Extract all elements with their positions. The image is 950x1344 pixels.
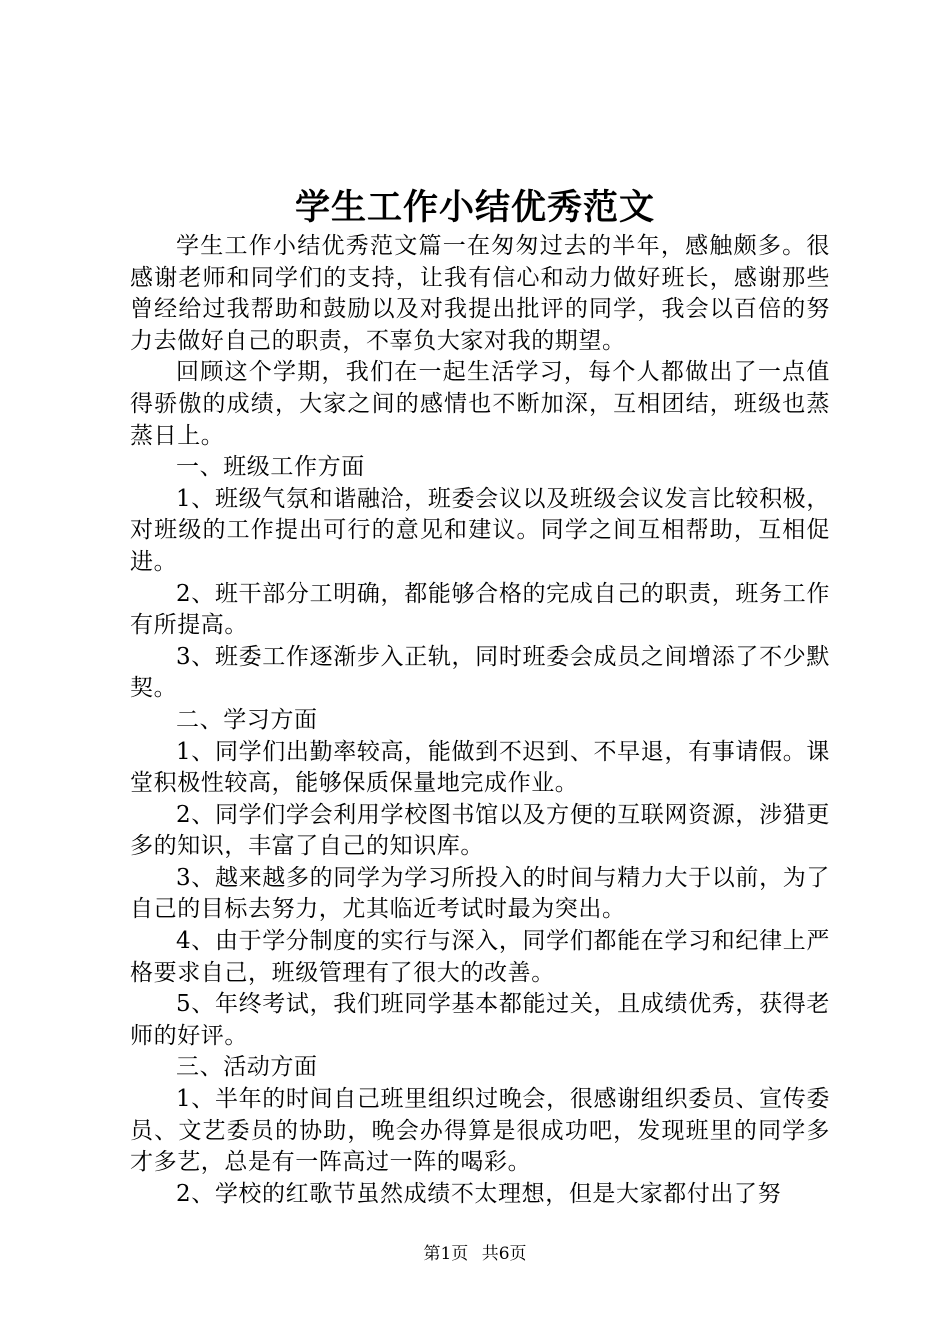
page-footer [0,1242,950,1266]
paragraph-11: 4、由于学分制度的实行与深入，同学们都能在学习和纪律上严格要求自己，班级管理有了很大的改善。 [130,928,830,986]
paragraph-9: 2、同学们学会利用学校图书馆以及方便的互联网资源，涉猎更多的知识，丰富了自己的知识库。 [130,801,830,860]
section-heading-study: 二、学习方面 [176,706,318,733]
paragraph-5: 2、班干部分工明确，都能够合格的完成自己的职责，班务工作有所提高。 [130,580,830,639]
section-heading-activities: 三、活动方面 [176,1054,318,1081]
document-body [130,231,830,1210]
paragraph-12: 5、年终考试，我们班同学基本都能过关，且成绩优秀，获得老师的好评。 [130,991,830,1049]
paragraph-1: 学生工作小结优秀范文篇一在匆匆过去的半年，感触颇多。很感谢老师和同学们的支持，让我有信心和动力做好班长，感谢那些曾经给过我帮助和鼓励以及对我提出批评的同学，我会以百倍的努力去做好自己的职责，不辜负大家对我的期望。 [130,233,830,354]
document-title: 学生工作小结优秀范文 [294,187,655,228]
paragraph-6: 3、班委工作逐渐步入正轨，同时班委会成员之间增添了不少默契。 [130,643,830,702]
paragraph-2: 回顾这个学期，我们在一起生活学习，每个人都做出了一点值得骄傲的成绩，大家之间的感情也不断加深，互相团结，班级也蒸蒸日上。 [130,359,830,449]
paragraph-8: 1、同学们出勤率较高，能做到不迟到、不早退，有事请假。课堂积极性较高，能够保质保量地完成作业。 [130,738,830,797]
paragraph-15: 2、学校的红歌节虽然成绩不太理想，但是大家都付出了努 [176,1180,782,1207]
paragraph-4: 1、班级气氛和谐融洽，班委会议以及班级会议发言比较积极，对班级的工作提出可行的意见和建议。同学之间互相帮助，互相促进。 [130,485,830,575]
page-total: 共6页 [481,1244,527,1264]
paragraph-10: 3、越来越多的同学为学习所投入的时间与精力大于以前，为了自己的目标去努力，尤其临近考试时最为突出。 [130,864,830,923]
page-number: 第1页 [423,1244,469,1264]
paragraph-14: 1、半年的时间自己班里组织过晚会，很感谢组织委员、宣传委员、文艺委员的协助，晚会办得算是很成功吧，发现班里的同学多才多艺，总是有一阵高过一阵的喝彩。 [130,1086,830,1176]
section-heading-class-work: 一、班级工作方面 [176,454,365,481]
